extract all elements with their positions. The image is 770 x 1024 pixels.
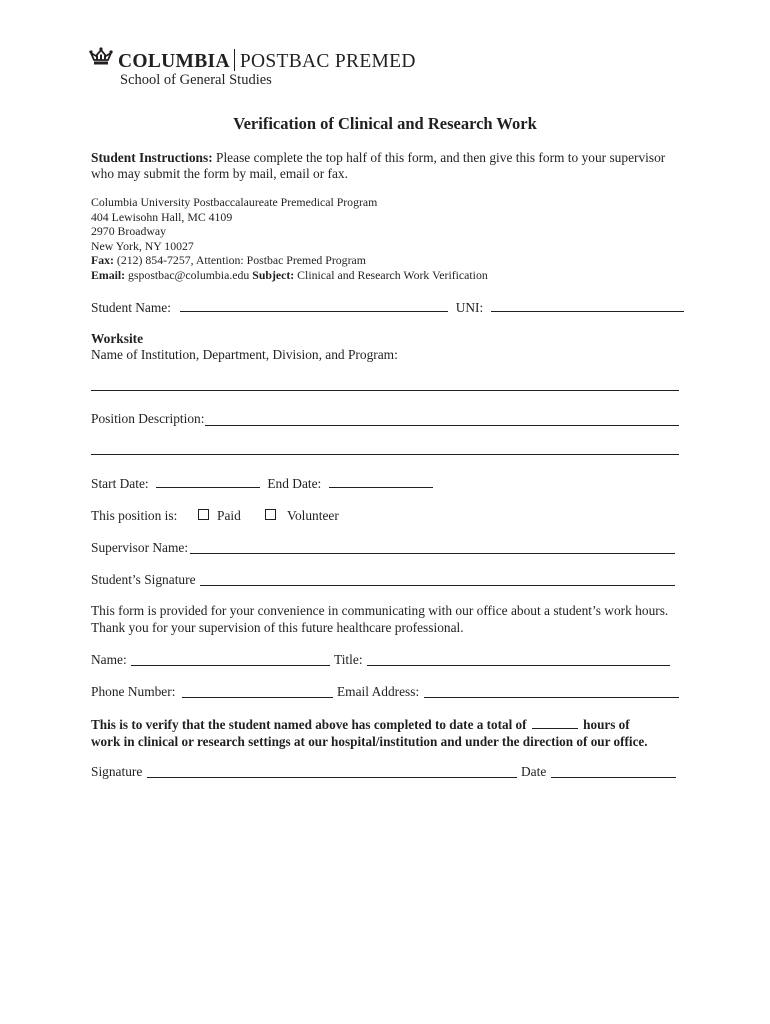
phone-field[interactable] [182,697,333,698]
instructions-line-2: who may submit the form by mail, email or fax. [91,166,348,181]
logo-school: School of General Studies [120,72,272,88]
verification-line-1 [91,716,630,734]
supervisor-name-field[interactable] [190,553,675,554]
student-signature-field[interactable] [200,585,675,586]
date-field[interactable] [551,777,676,778]
signature-label: Signature [91,764,143,779]
end-date-field[interactable] [329,475,433,488]
email-label: Email: [91,267,126,282]
position-description-field[interactable] [205,425,679,426]
worksite-heading: Worksite [91,331,144,346]
address-line: New York, NY 10027 [91,238,194,253]
student-signature-label: Student’s Signature [91,572,196,587]
supervisor-note-line-2: Thank you for your supervision of this future healthcare professional. [91,620,464,635]
volunteer-label: Volunteer [287,508,339,523]
paid-checkbox[interactable] [198,509,209,520]
name-field[interactable] [131,665,330,666]
address-line: Columbia University Postbaccalaureate Premedical Program [91,195,378,209]
date-label: Date [521,764,547,779]
crown-icon [88,44,114,70]
position-type-label: This position is: [91,508,178,523]
subject-label: Subject: [252,267,295,282]
paid-option[interactable] [198,508,241,524]
subject-value: Clinical and Research Work Verification [297,267,488,282]
worksite-subheading: Name of Institution, Department, Division, and Program: [91,347,398,362]
logo-wordmark [118,49,416,73]
verification-text-a: This is to verify that the student named above has completed to date a total of [91,717,527,732]
uni-field[interactable] [491,299,684,312]
end-date-label: End Date: [267,476,322,491]
fax-value: (212) 854-7257, Attention: Postbac Premed Program [116,253,366,268]
position-description-row [91,411,204,427]
email-address-field[interactable] [424,697,679,698]
hours-field[interactable] [532,716,578,729]
volunteer-option[interactable] [265,508,339,524]
student-name-label: Student Name: [91,300,171,315]
logo-program: POSTBAC PREMED [239,51,416,72]
supervisor-name-row [91,540,188,556]
dates-row [91,475,433,492]
logo-brand: COLUMBIA [118,51,230,72]
start-date-field[interactable] [156,475,260,488]
worksite-field[interactable] [91,390,679,391]
title-field[interactable] [367,665,670,666]
email-address-label: Email Address: [337,684,420,699]
email-line [91,268,488,283]
instructions-label: Student Instructions: [91,150,213,165]
address-line: 404 Lewisohn Hall, MC 4109 [91,209,233,224]
student-signature-row [91,572,196,588]
instructions-text: Please complete the top half of this form, and then give this form to your supervisor [216,150,666,165]
instructions-line-1 [91,150,665,166]
page-title: Verification of Clinical and Research Work [233,114,537,133]
student-name-row [91,299,684,316]
email-value[interactable]: gspostbac@columbia.edu [128,267,250,282]
verification-line-2: work in clinical or research settings at our hospital/institution and under the direction of our office. [91,734,648,749]
uni-label: UNI: [455,300,484,315]
name-label: Name: [91,652,127,667]
supervisor-name-label: Supervisor Name: [91,540,189,555]
address-block [91,195,488,283]
supervisor-note-line-1: This form is provided for your convenience in communicating with our office about a student’s work hours. [91,603,669,618]
fax-line [91,253,488,268]
volunteer-checkbox[interactable] [265,509,276,520]
fax-label: Fax: [91,253,114,268]
verification-text-b: hours of [583,717,630,732]
start-date-label: Start Date: [91,476,149,491]
paid-label: Paid [217,508,241,523]
position-description-field-2[interactable] [91,454,679,455]
position-description-label: Position Description: [91,411,205,426]
phone-label: Phone Number: [91,684,176,699]
student-name-field[interactable] [180,299,448,312]
title-label: Title: [334,652,363,667]
address-line: 2970 Broadway [91,224,167,239]
signature-field[interactable] [147,777,517,778]
